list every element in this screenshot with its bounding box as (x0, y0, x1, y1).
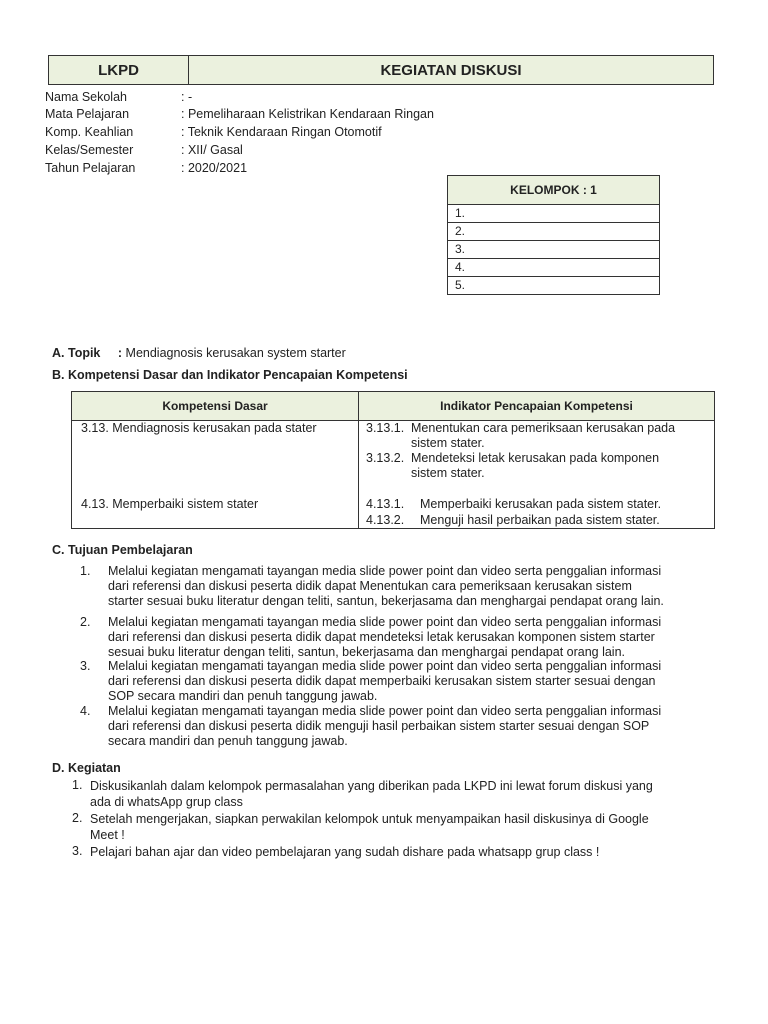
item-line: Melalui kegiatan mengamati tayangan media slide power point dan video serta penggalian informasi (108, 564, 662, 578)
section-kegiatan (52, 761, 121, 775)
ipk-number: 3.13.1. (366, 421, 405, 435)
ipk-text: Menentukan cara pemeriksaan kerusakan pada (411, 421, 676, 435)
identity-row-class (45, 142, 505, 159)
identity-label: Kelas/Semester (45, 143, 134, 157)
section-tujuan (52, 543, 193, 557)
section-letter: D. (52, 761, 65, 775)
kelompok-table (447, 175, 660, 295)
kelompok-member-row: 2. (448, 223, 660, 241)
identity-value: : Teknik Kendaraan Ringan Otomotif (181, 125, 382, 139)
ipk-text: sistem stater. (411, 436, 485, 450)
kd-item: 4.13. Memperbaiki sistem stater (81, 497, 259, 511)
item-number: 3. (80, 659, 91, 673)
kegiatan-item (72, 778, 732, 812)
identity-label: Komp. Keahlian (45, 125, 134, 139)
item-line: SOP secara mandiri dan penuh tanggung jawab. (108, 689, 378, 703)
ipk-number: 4.13.1. (366, 497, 405, 511)
header-lkpd: LKPD (49, 56, 189, 84)
item-line: dari referensi dan diskusi peserta didik dapat Menentukan cara pemeriksaan kerusakan sistem (108, 579, 632, 593)
identity-label: Tahun Pelajaran (45, 161, 136, 175)
item-number: 1. (72, 778, 83, 792)
item-line: Pelajari bahan ajar dan video pembelajaran yang sudah dishare pada whatsapp grup class ! (90, 845, 600, 859)
ipk-number: 4.13.2. (366, 513, 405, 527)
item-line: Setelah mengerjakan, siapkan perwakilan kelompok untuk menyampaikan hasil diskusinya di Google (90, 812, 649, 826)
item-number: 3. (72, 844, 83, 858)
identity-row-subject (45, 106, 505, 123)
tujuan-item (80, 704, 720, 750)
item-line: dari referensi dan diskusi peserta didik dapat mendeteksi letak kerusakan komponen sistem starter (108, 630, 655, 644)
item-line: sesuai buku literatur dengan teliti, santun, bekerjasama dan menghargai pendapat orang lain. (108, 645, 626, 659)
item-line: Melalui kegiatan mengamati tayangan media slide power point dan video serta penggalian informasi (108, 659, 662, 673)
item-line: dari referensi dan diskusi peserta didik dapat memperbaiki kerusakan sistem starter sesuai dengan (108, 674, 656, 688)
kd-table (71, 391, 715, 529)
identity-value: : Pemeliharaan Kelistrikan Kendaraan Ringan (181, 107, 434, 121)
kelompok-title: KELOMPOK : 1 (448, 176, 660, 205)
item-number: 1. (80, 564, 91, 578)
kelompok-member-row: 4. (448, 259, 660, 277)
section-letter: A. (52, 346, 65, 360)
ipk-col-header: Indikator Pencapaian Kompetensi (440, 399, 633, 413)
identity-value: : XII/ Gasal (181, 143, 243, 157)
section-kompetensi (52, 368, 408, 382)
item-number: 2. (80, 615, 91, 629)
tujuan-item (80, 564, 720, 610)
item-number: 4. (80, 704, 91, 718)
item-line: dari referensi dan diskusi peserta didik menguji hasil perbaikan sistem starter sesuai dengan SOP (108, 719, 650, 733)
ipk-text: Menguji hasil perbaikan pada sistem stater. (420, 513, 660, 527)
identity-row-year (45, 160, 505, 177)
identity-value: : 2020/2021 (181, 161, 248, 175)
header-bar (48, 55, 714, 85)
item-line: Melalui kegiatan mengamati tayangan media slide power point dan video serta penggalian informasi (108, 615, 662, 629)
kegiatan-item (72, 844, 732, 862)
identity-row-expertise (45, 124, 505, 141)
identity-label: Mata Pelajaran (45, 107, 130, 121)
kelompok-member-row: 3. (448, 241, 660, 259)
item-line: Diskusikanlah dalam kelompok permasalahan yang diberikan pada LKPD ini lewat forum diskusi yang (90, 779, 653, 793)
section-title: Kegiatan (67, 761, 121, 775)
kelompok-member-row: 1. (448, 205, 660, 223)
identity-row-school (45, 89, 505, 106)
section-letter: B. (52, 368, 65, 382)
section-label: Topik (67, 346, 101, 360)
kd-item: 3.13. Mendiagnosis kerusakan pada stater (81, 421, 317, 435)
ipk-text: sistem stater. (411, 466, 485, 480)
section-colon: : (117, 346, 123, 360)
section-topik (52, 346, 346, 360)
ipk-text: Mendeteksi letak kerusakan pada komponen (411, 451, 660, 465)
item-number: 2. (72, 811, 83, 825)
header-title: KEGIATAN DISKUSI (380, 61, 522, 79)
tujuan-item (80, 659, 720, 705)
ipk-text: Memperbaiki kerusakan pada sistem stater. (420, 497, 662, 511)
item-line: secara mandiri dan penuh tanggung jawab. (108, 734, 348, 748)
identity-value: : - (181, 90, 193, 104)
item-line: Meet ! (90, 828, 125, 842)
topik-value: Mendiagnosis kerusakan system starter (125, 346, 346, 360)
identity-label: Nama Sekolah (45, 90, 127, 104)
item-line: ada di whatsApp grup class (90, 795, 243, 809)
kegiatan-item (72, 811, 732, 845)
ipk-number: 3.13.2. (366, 451, 405, 465)
item-line: Melalui kegiatan mengamati tayangan media slide power point dan video serta penggalian informasi (108, 704, 662, 718)
kelompok-member-row: 5. (448, 277, 660, 295)
kd-col-header: Kompetensi Dasar (162, 399, 268, 413)
section-title: Kompetensi Dasar dan Indikator Pencapaian Kompetensi (67, 368, 408, 382)
item-line: starter sesuai buku literatur dengan teliti, santun, bekerjasama dan menghargai pendapat orang lain. (108, 594, 664, 608)
section-title: Tujuan Pembelajaran (67, 543, 193, 557)
section-letter: C. (52, 543, 65, 557)
tujuan-item (80, 615, 720, 661)
